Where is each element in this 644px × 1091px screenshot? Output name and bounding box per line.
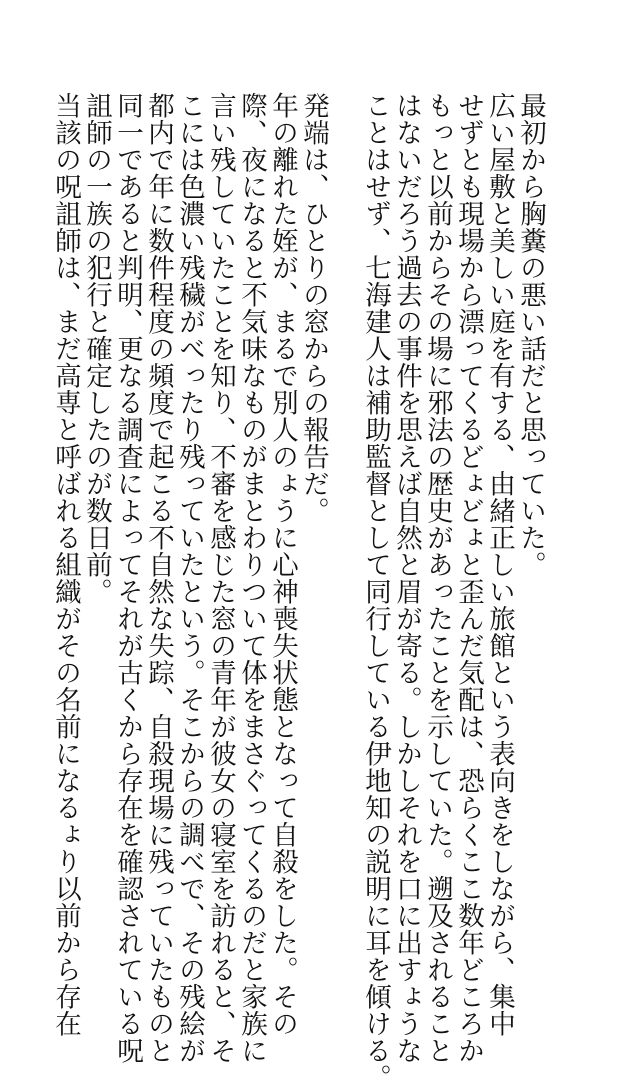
text-line: はないだろう過去の事件を思えば自然と眉が寄る。しかしそれを口に出すょうな <box>391 92 422 1064</box>
text-line: もっと以前からその場に邪法の歴史があったことを示していた。遡及されること <box>422 92 453 1064</box>
text-line: 都内で年に数件程度の頻度で起こる不自然な失踪、自殺現場に残っていたものと <box>143 92 174 1064</box>
paragraph-break <box>329 92 360 832</box>
text-line: 発端は、ひとりの窓からの報告だ。 <box>298 92 329 524</box>
text-line: 当該の呪詛師は、まだ高専と呼ばれる組織がその名前になるょり以前から存在 <box>50 92 81 1037</box>
text-line: 最初から胸糞の悪い話だと思っていた。 <box>515 92 546 578</box>
text-line: 言い残していたことを知り、不審を感じた窓の青年が彼女の寝室を訪れると、そ <box>205 92 236 1064</box>
text-line: ことはせず、七海建人は補助監督として同行している伊地知の説明に耳を傾ける。 <box>360 92 391 1091</box>
text-line: 広い屋敷と美しい庭を有する、由緒正しい旅館という表向きをしながら、集中 <box>484 92 515 1037</box>
text-line: こには色濃い残穢がべったり残っていたという。そこからの調べで、その残絵が <box>174 92 205 1064</box>
vertical-text-body <box>50 92 546 1091</box>
text-line: 年の離れた姪が、まるで別人のょうに心神喪失状態となって自殺をした。その <box>267 92 298 1037</box>
text-line: 詛師の一族の犯行と確定したのが数日前。 <box>81 92 112 605</box>
text-line: 同一であると判明、更なる調査によってそれが古くから存在を確認されている呪 <box>112 92 143 1064</box>
text-line: 際、夜になると不気味なものがまとわりついて体をまさぐってくるのだと家族に <box>236 92 267 1064</box>
text-line: せずとも現場から漂ってくるどょどょと歪んだ気配は、恐らくここ数年どころか <box>453 92 484 1064</box>
